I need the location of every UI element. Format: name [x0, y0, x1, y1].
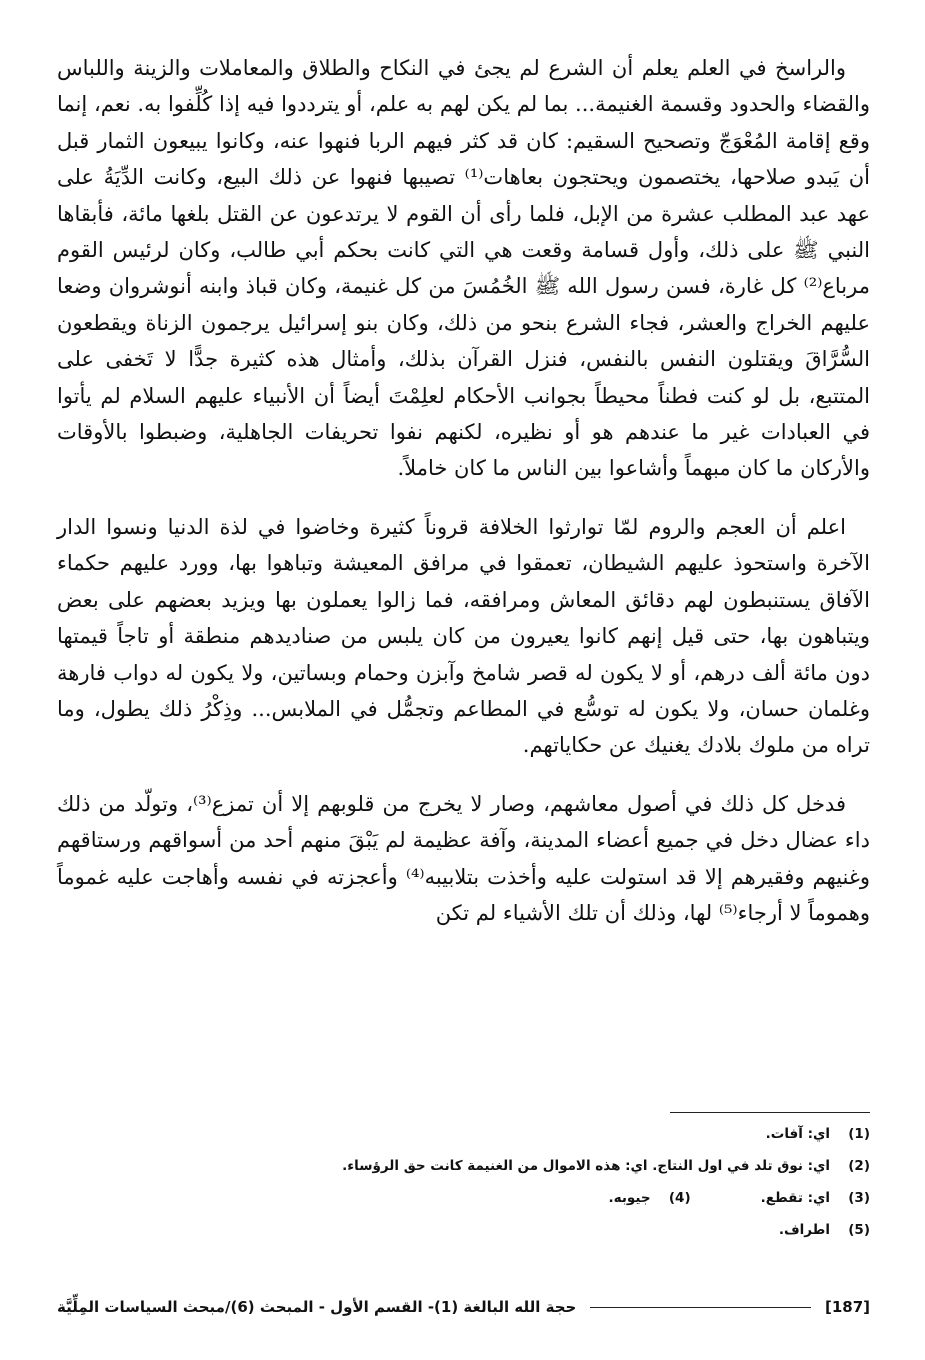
footnote-text: اي: آفات.	[765, 1126, 830, 1142]
running-footer	[57, 1292, 870, 1322]
footnote-text: اطراف.	[778, 1222, 830, 1238]
footnote-text: اي: تقطع.	[760, 1190, 830, 1206]
footnote-number: (1)	[848, 1126, 870, 1142]
footnote-number: (2)	[848, 1158, 870, 1174]
footer-rule	[590, 1307, 811, 1308]
footnote-2	[57, 1158, 870, 1190]
footnote-3	[57, 1190, 870, 1222]
footnotes	[57, 1126, 870, 1254]
running-title: حجة الله البالغة (1)- القسم الأول - المبحث (6)/مبحث السياسات المِلِّيَّة	[57, 1298, 577, 1316]
footnote-divider	[670, 1112, 870, 1113]
footnote-number: (5)	[848, 1222, 870, 1238]
page-number: [187]	[824, 1298, 870, 1316]
paragraph-1: والراسخ في العلم يعلم أن الشرع لم يجئ في النكاح والطلاق والمعاملات والزينة واللباس والقضاء والحدود وقسمة الغنيمة... بما لم يكن لهم به علم، أو يترددوا فيه إذا كُلِّفوا به. نعم، إنما وقع إقامة المُعْوَجّ وتصحيح السقيم: كان قد كثر فيهم الربا فنهوا عنه، وكانوا يبيعون الثمار قبل أن يَبدو صلاحها، يختصمون ويحتجون بعاهات⁽¹⁾ تصيبها فنهوا عن ذلك البيع، وكانت الدِّيَةُ على عهد عبد المطلب عشرة من الإبل، فلما رأى أن القوم لا يرتدعون عن القتل بلغها مائة، فأبقاها النبي ﷺ على ذلك، وأول قسامة وقعت هي التي كانت بحكم أبي طالب، وكان لرئيس القوم مرباع⁽²⁾ كل غارة، فسن رسول الله ﷺ الخُمُسَ من كل غنيمة، وكان قباذ وابنه أنوشروان وضعا عليهم الخراج والعشر، فجاء الشرع بنحو من ذلك، وكان بنو إسرائيل يرجمون الزناة ويقطعون السُّرَّاقَ ويقتلون النفس بالنفس، فنزل القرآن بذلك، وأمثال هذه كثيرة جدًّا لا تَخفى على المتتبع، بل لو كنت فطناً محيطاً بجوانب الأحكام لعلِمْتَ أيضاً أن الأنبياء عليهم السلام لم يأتوا في العبادات غير ما عندهم هو أو نظيره، لكنهم نفوا تحريفات الجاهلية، وضبطوا بالأوقات والأركان ما كان مبهماً وأشاعوا بين الناس ما كان خاملاً.	[57, 56, 871, 481]
footnote-text: جيوبه.	[608, 1190, 651, 1206]
paragraph-2: اعلم أن العجم والروم لمّا توارثوا الخلافة قروناً كثيرة وخاضوا في لذة الدنيا ونسوا الدار الآخرة واستحوذ عليهم الشيطان، تعمقوا في مرافق المعيشة وتباهوا بها، وورد عليهم حكماء الآفاق يستنبطون لهم دقائق المعاش ومرافقه، فما زالوا يعملون بها ويزيد بعضهم على بعض ويتباهون بها، حتى قيل إنهم كانوا يعيرون من كان يلبس من صناديدهم منطقة أو تاجاً قيمتها دون مائة ألف درهم، أو لا يكون له قصر شامخ وآبزن وحمام وبساتين، ولا يكون له دواب فارهة وغلمان حسان، ولا يكون له توسُّع في المطاعم وتجمُّل في الملابس... وذِكْرُ ذلك يطول، وما تراه من ملوك بلادك يغنيك عن حكاياتهم.	[57, 514, 870, 758]
paragraph-3: فدخل كل ذلك في أصول معاشهم، وصار لا يخرج من قلوبهم إلا أن تمزع⁽³⁾، وتولّد من ذلك داء عضال دخل في جميع أعضاء المدينة، وآفة عظيمة لم يَبْقَ منهم أحد من أسواقهم ورستاقهم وغنيهم وفقيرهم إلا قد استولت عليه وأخذت بتلابيبه⁽⁴⁾ وأعجزته في نفسه وأهاجت عليه غموماً وهموماً لا أرجاء⁽⁵⁾ لها، وذلك أن تلك الأشياء لم تكن	[57, 791, 870, 925]
footnote-5	[57, 1222, 870, 1254]
footnote-number: (4)	[668, 1190, 691, 1206]
main-text	[57, 50, 870, 931]
footnote-number: (3)	[848, 1190, 870, 1206]
footnote-text: اي: نوق تلد في اول النتاج. اي: هذه الاموال من الغنيمة كانت حق الرؤساء.	[342, 1158, 830, 1174]
footnote-1	[57, 1126, 870, 1158]
